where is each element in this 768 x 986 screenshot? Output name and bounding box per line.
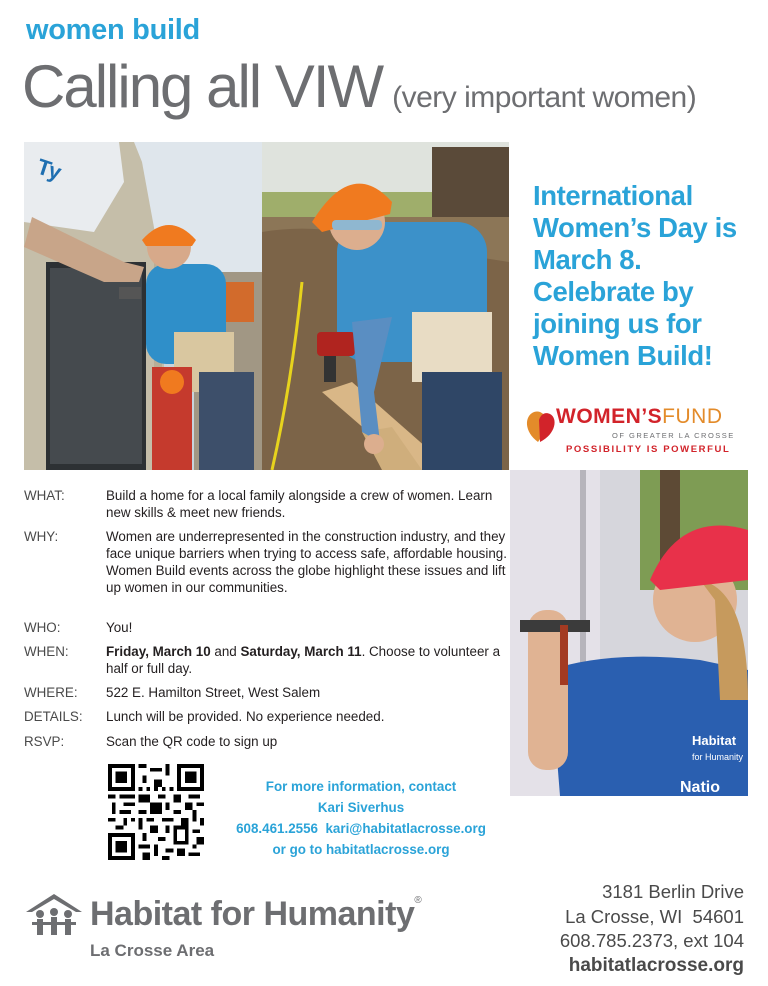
habitat-org-area: La Crosse Area — [90, 941, 215, 960]
contact-email-link[interactable]: kari@habitatlacrosse.org — [325, 821, 486, 836]
svg-text:Ty: Ty — [33, 153, 65, 185]
svg-text:Habitat: Habitat — [692, 733, 737, 748]
womens-fund-name-part2: FUND — [662, 405, 723, 428]
address-phone[interactable]: 608.785.2373, ext 104 — [559, 930, 744, 951]
when-day2: Saturday, March 11 — [240, 644, 362, 659]
detail-label-who: WHO: — [24, 620, 61, 635]
contact-phone[interactable]: 608.461.2556 — [236, 821, 319, 836]
svg-text:for Humanity: for Humanity — [692, 752, 744, 762]
detail-label-what: WHAT: — [24, 488, 65, 503]
address-block — [560, 880, 744, 978]
detail-value-what: Build a home for a local family alongside a crew of women. Learn new skills & meet new friends. — [106, 488, 493, 520]
detail-row-who — [24, 619, 509, 637]
svg-text:Natio: Natio — [680, 779, 720, 796]
womens-fund-subtitle: OF GREATER LA CROSSE — [612, 431, 735, 440]
habitat-org-name-text: Habitat for Humanity — [90, 895, 415, 933]
habitat-org-name — [90, 895, 421, 934]
detail-label-where: WHERE: — [24, 685, 78, 700]
contact-block — [216, 776, 506, 860]
when-and: and — [210, 644, 241, 659]
detail-label-why: WHY: — [24, 529, 59, 544]
womens-fund-tagline: POSSIBILITY IS POWERFUL — [566, 444, 731, 455]
rsvp-qr-code[interactable] — [108, 764, 204, 860]
address-city: La Crosse, WI 54601 — [565, 905, 744, 927]
when-rest: . Choose to volunteer a half or full day. — [106, 644, 501, 676]
detail-row-where — [24, 684, 509, 702]
photo-volunteer-hammer-art — [510, 470, 748, 796]
contact-intro: For more information, contact — [265, 779, 457, 794]
detail-row-why — [24, 528, 509, 614]
photo-volunteer-drill — [262, 142, 509, 470]
womens-fund-name — [556, 405, 723, 429]
photo-volunteer-drill-art — [262, 142, 509, 470]
detail-row-details — [24, 708, 509, 726]
detail-row-what — [24, 487, 509, 523]
womens-day-callout: International Women’s Day is March 8. Celebrate by joining us for Women Build! — [533, 180, 737, 371]
detail-label-when: WHEN: — [24, 644, 69, 659]
registered-mark: ® — [414, 895, 422, 906]
contact-website-line[interactable]: or go to habitatlacrosse.org — [272, 842, 450, 857]
detail-value-when — [106, 643, 508, 677]
kicker-title: women build — [26, 14, 200, 46]
detail-value-where: 522 E. Hamilton Street, West Salem — [106, 685, 321, 700]
detail-label-details: DETAILS: — [24, 709, 83, 724]
contact-line — [216, 818, 506, 839]
photo-volunteer-siding — [24, 142, 262, 470]
detail-row-rsvp — [24, 733, 509, 751]
headline-main: Calling all VIW — [22, 53, 383, 120]
contact-name: Kari Siverhus — [317, 800, 405, 815]
detail-value-details: Lunch will be provided. No experience needed. — [106, 709, 385, 724]
womens-fund-name-part1: WOMEN’S — [556, 405, 663, 428]
headline-subtitle: (very important women) — [392, 81, 697, 114]
detail-value-who: You! — [106, 620, 133, 635]
detail-row-when — [24, 643, 509, 679]
detail-value-why: Women are underrepresented in the construction industry, and they face unique barriers when trying to access safe, affordable housing. Women Build events across the globe highlight these issues and lift up women in our communities. — [106, 529, 507, 595]
photo-volunteer-siding-art — [24, 142, 262, 470]
website-link[interactable]: habitatlacrosse.org — [568, 954, 744, 976]
detail-label-rsvp: RSVP: — [24, 734, 65, 749]
photo-volunteer-hammer — [510, 470, 748, 796]
detail-value-rsvp: Scan the QR code to sign up — [106, 734, 278, 749]
address-street: 3181 Berlin Drive — [602, 881, 744, 902]
when-day1: Friday, March 10 — [106, 644, 211, 659]
headline — [22, 52, 696, 121]
